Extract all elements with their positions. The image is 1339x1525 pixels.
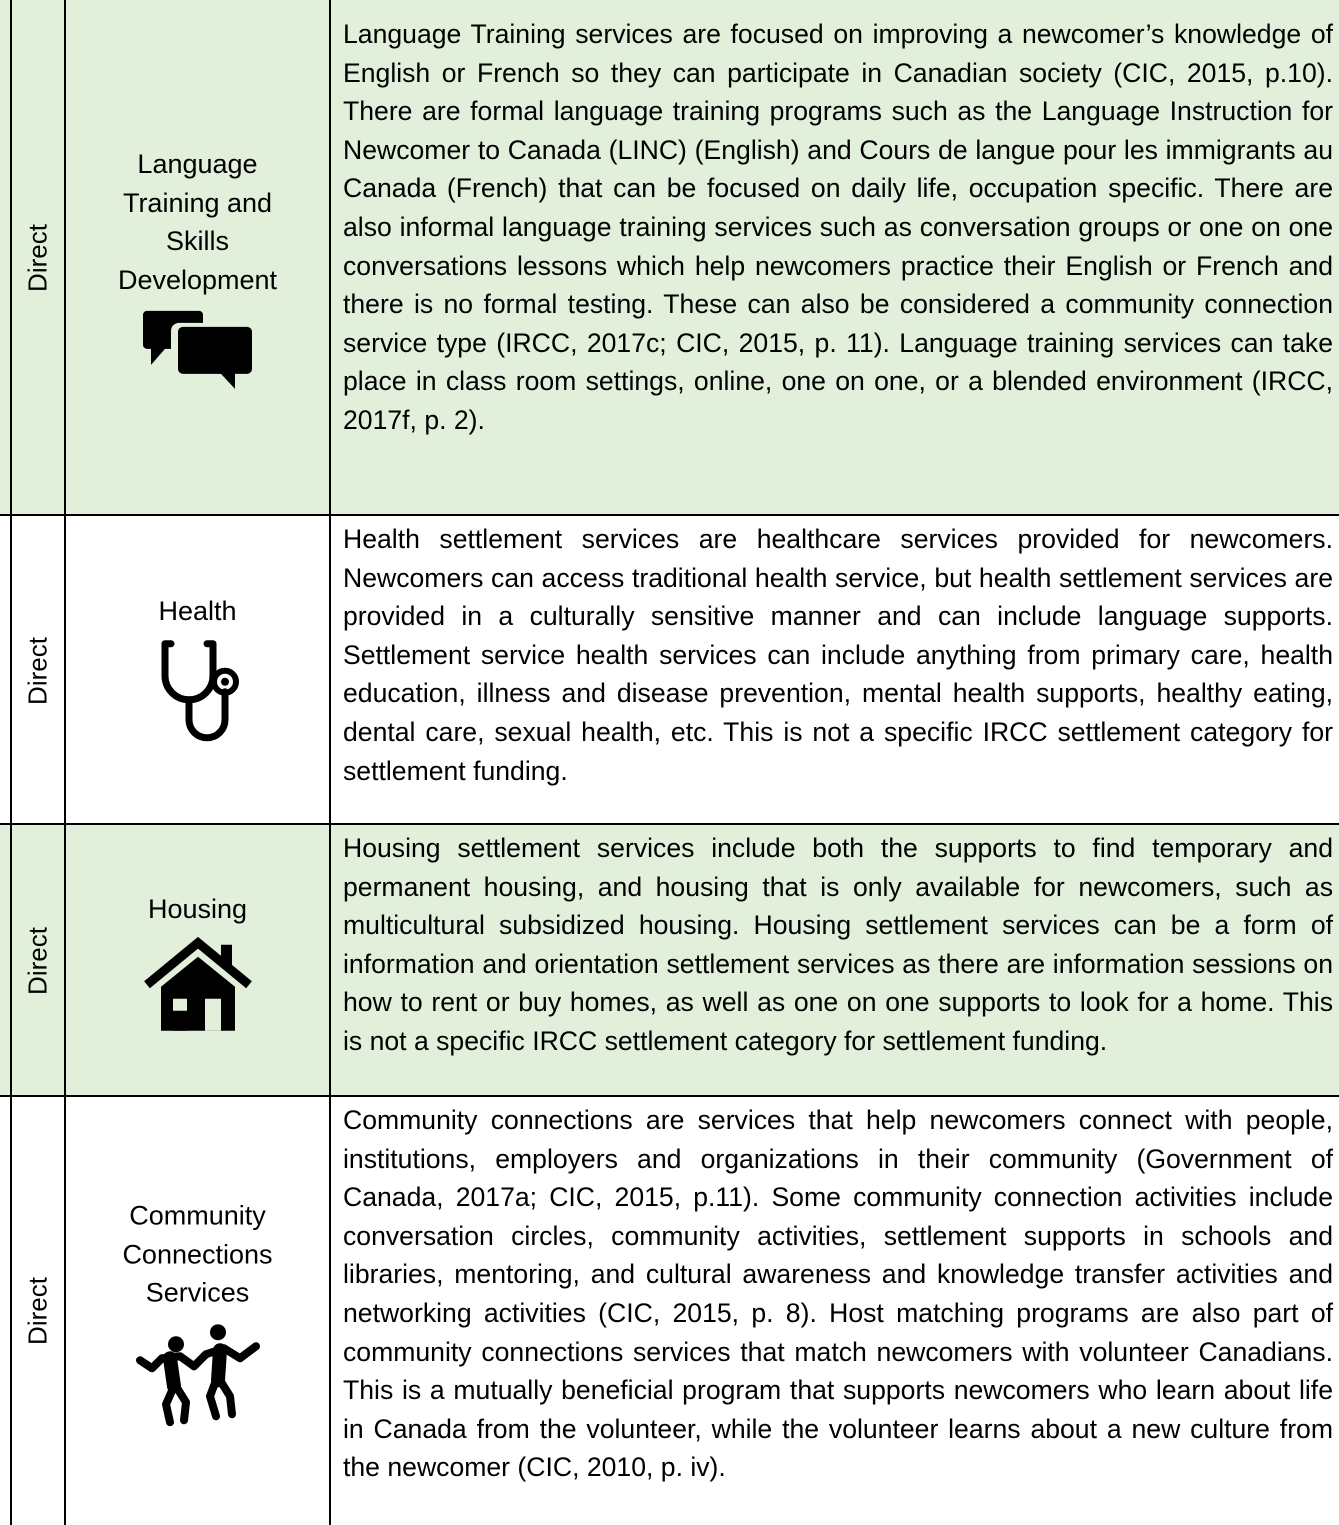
service-name-cell <box>66 0 329 516</box>
speech-bubbles-icon <box>143 309 253 391</box>
service-type-cell <box>12 516 64 825</box>
service-name-cell <box>66 825 329 1097</box>
table-row-language-training <box>0 0 1339 516</box>
table-row-housing <box>0 825 1339 1097</box>
service-type-label: Direct <box>22 927 53 995</box>
table-border <box>329 1097 331 1525</box>
service-description: Housing settlement services include both the supports to find temporary and permanent housing, and housing that is only available for newcomers, such as multicultural subsidized housing. Housing settlement services can be a form of information and orientation settlement services as there are information sessions on how to rent or buy homes, as well as one on one supports to look for a home. This is not a specific IRCC settlement category for settlement funding. <box>343 833 1333 1056</box>
table-row-health <box>0 516 1339 825</box>
table-row-community-connections <box>0 1097 1339 1525</box>
dancing-people-icon <box>136 1324 260 1426</box>
service-description: Language Training services are focused on improving a newcomer’s knowledge of English or French so they can participate in Canadian society (CIC, 2015, p.10). There are formal language training programs such as the Language Instruction for Newcomer to Canada (LINC) (English) and Cours de langue pour les immigrants au Canada (French) that can be focused on daily life, occupation specific. There are also informal language training services such as conversation groups or one on one conversations lessons which help newcomers practice their English or French and there is no formal testing. These can also be considered a community connection service type (IRCC, 2017c; CIC, 2015, p. 11). Language training services can take place in class room settings, online, one on one, or a blended environment (IRCC, 2017f, p. 2). <box>343 19 1333 435</box>
service-description: Health settlement services are healthcare services provided for newcomers. Newcomers can access traditional health service, but health settlement services are provided in a culturally sensitive manner and can include language supports. Settlement service health services can include anything from primary care, health education, illness and disease prevention, mental health supports, healthy eating, dental care, sexual health, etc. This is not a specific IRCC settlement category for settlement funding. <box>343 524 1333 786</box>
service-type-label: Direct <box>22 636 53 705</box>
service-type-label: Direct <box>22 224 53 292</box>
service-name: Health <box>158 595 237 626</box>
service-description: Community connections are services that help newcomers connect with people, institutions, employers and organizations in their community (Government of Canada, 2017a; CIC, 2015, p.11). Some community connection activities include conversation circles, community activities, settlement supports in schools and libraries, mentoring, and cultural awareness and knowledge transfer activities and networking activities (CIC, 2015, p. 8). Host matching programs are also part of community connections services that match newcomers with volunteer Canadians. This is a mutually beneficial program that supports newcomers who learn about life in Canada from the volunteer, while the volunteer learns about a new culture from the newcomer (CIC, 2010, p. iv). <box>343 1105 1333 1483</box>
table-border <box>329 516 331 825</box>
service-description-cell <box>343 1097 1333 1525</box>
service-name: Community Connections Services <box>122 1200 273 1308</box>
service-name-cell <box>66 1097 329 1525</box>
stethoscope-icon <box>153 634 243 750</box>
service-description-cell <box>343 0 1333 516</box>
table-border <box>329 825 331 1097</box>
table-border <box>329 0 331 516</box>
service-description-cell <box>343 825 1333 1097</box>
service-name: Language Training and Skills Development <box>117 148 278 295</box>
service-name-cell <box>66 516 329 825</box>
service-name: Housing <box>147 893 248 924</box>
service-type-cell <box>12 1097 64 1525</box>
service-type-cell <box>12 0 64 516</box>
service-type-cell <box>12 825 64 1097</box>
service-description-cell <box>343 516 1333 825</box>
house-icon <box>143 936 253 1032</box>
service-type-label: Direct <box>22 1277 53 1345</box>
